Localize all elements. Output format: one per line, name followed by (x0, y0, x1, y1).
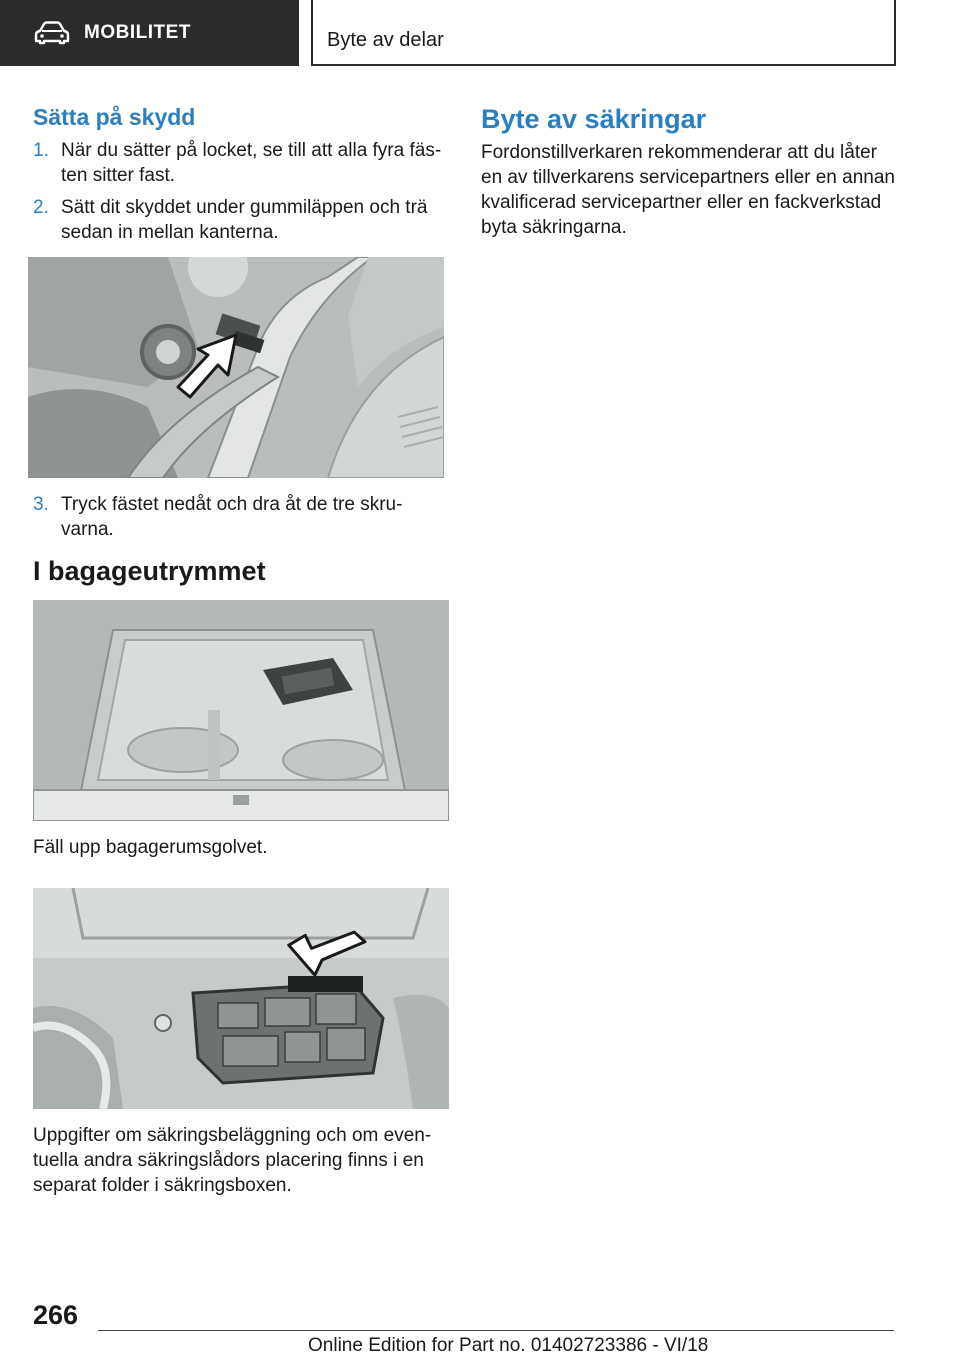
heading-byte-av-sakringar: Byte av säkringar (481, 104, 707, 134)
caption-fuse-info: Uppgifter om säkringsbeläggning och om even-tuella andra säkringslådors placering finns i en separat folder i säkringsboxen. (33, 1125, 432, 1196)
heading-bagageutrymmet: I bagageutrymmet (33, 556, 266, 586)
chapter-title: Byte av delar (327, 29, 444, 51)
section-tab (0, 0, 299, 66)
step-item (33, 492, 445, 542)
page-number: 266 (33, 1300, 79, 1330)
figure-trunk-floor (33, 600, 449, 821)
heading-satta-pa-skydd: Sätta på skydd (33, 104, 196, 130)
step-item (33, 138, 445, 188)
step-item (33, 195, 445, 245)
figure-fuse-box (33, 888, 449, 1109)
step-number: 1. (33, 140, 49, 161)
step-number: 3. (33, 494, 49, 515)
section-title: MOBILITET (84, 22, 191, 43)
steps-list-a (33, 138, 445, 245)
footer-divider (98, 1330, 894, 1331)
right-column (481, 102, 901, 240)
edition-text: Online Edition for Part no. 01402723386 - VI/18 (308, 1335, 709, 1356)
caption-trunk-floor: Fäll upp bagagerumsgolvet. (33, 837, 268, 858)
steps-list-b (33, 492, 445, 542)
figure-engine-bay-clip (28, 257, 444, 478)
step-text: När du sätter på locket, se till att alla fyra fäs-ten sitter fast. (61, 140, 442, 186)
paragraph-fuse-replacement: Fordonstillverkaren rekommenderar att du låter en av tillverkarens servicepartners eller en annan kvalificerad servicepartner eller en fackverkstad byta säkringarna. (481, 142, 895, 238)
step-text: Sätt dit skyddet under gummiläppen och trä sedan in mellan kanterna. (61, 197, 428, 243)
step-text: Tryck fästet nedåt och dra åt de tre skru-varna. (61, 494, 403, 540)
car-icon (34, 21, 70, 45)
left-column (33, 102, 445, 1198)
chapter-header (311, 0, 896, 66)
step-number: 2. (33, 197, 49, 218)
